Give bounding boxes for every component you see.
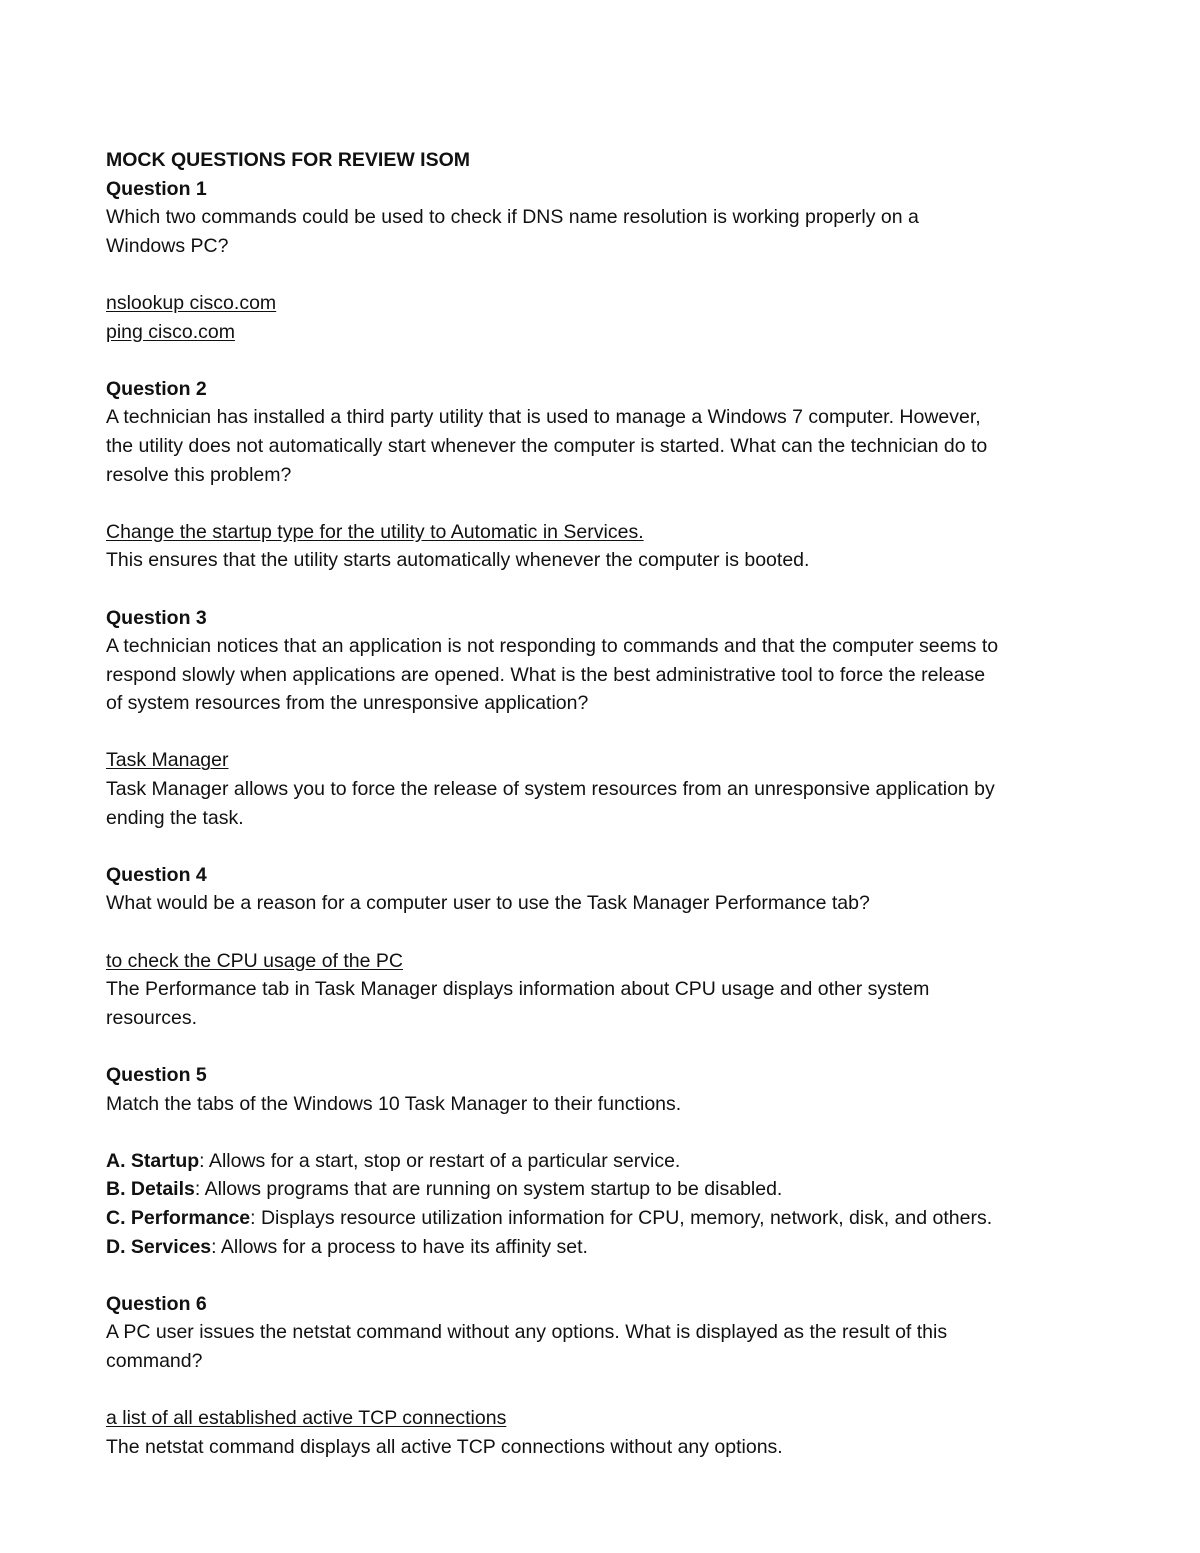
option-key: A. Startup: [106, 1149, 200, 1172]
question-prompt-line: Which two commands could be used to check if DNS name resolution is working properly on a: [106, 206, 919, 229]
match-option: [106, 1233, 1106, 1262]
answer-text: to check the CPU usage of the PC: [106, 949, 403, 972]
explanation-line: ending the task.: [106, 806, 244, 829]
match-option: [106, 1204, 1106, 1233]
option-text: : Allows for a start, stop or restart of a particular service.: [199, 1149, 681, 1172]
answer-line: [106, 746, 1106, 775]
question-block: [106, 1290, 1106, 1462]
question-heading: Question 4: [106, 863, 207, 886]
explanation-line: The netstat command displays all active TCP connections without any options.: [106, 1435, 783, 1458]
answer-line: [106, 518, 1106, 547]
option-key: C. Performance: [106, 1206, 251, 1229]
question-prompt-line: resolve this problem?: [106, 463, 292, 486]
answer-line: [106, 1404, 1106, 1433]
answer-text: ping cisco.com: [106, 320, 235, 343]
option-key: B. Details: [106, 1178, 195, 1201]
question-block: [106, 604, 1106, 861]
question-heading: Question 3: [106, 606, 207, 629]
question-prompt-line: A PC user issues the netstat command without any options. What is displayed as the result of this: [106, 1321, 948, 1344]
document-page: [106, 146, 1106, 1461]
answer-line: [106, 318, 1106, 347]
question-prompt-line: the utility does not automatically start whenever the computer is started. What can the technician do to: [106, 434, 988, 457]
explanation-line: Task Manager allows you to force the release of system resources from an unresponsive application by: [106, 778, 995, 801]
option-text: : Allows programs that are running on system startup to be disabled.: [194, 1178, 783, 1201]
question-prompt-line: A technician has installed a third party utility that is used to manage a Windows 7 computer. However,: [106, 406, 981, 429]
question-heading: Question 1: [106, 177, 207, 200]
question-prompt-line: command?: [106, 1349, 203, 1372]
explanation-line: The Performance tab in Task Manager displays information about CPU usage and other system: [106, 978, 930, 1001]
explanation-line: resources.: [106, 1006, 198, 1029]
answer-text: Task Manager: [106, 749, 229, 772]
question-block: [106, 375, 1106, 604]
question-heading: Question 6: [106, 1292, 207, 1315]
answer-text: a list of all established active TCP connections: [106, 1407, 507, 1430]
question-prompt-line: A technician notices that an application is not responding to commands and that the computer seems to: [106, 635, 999, 658]
question-prompt-line: respond slowly when applications are opened. What is the best administrative tool to force the release: [106, 663, 986, 686]
question-prompt-line: What would be a reason for a computer user to use the Task Manager Performance tab?: [106, 892, 870, 915]
question-heading: Question 5: [106, 1064, 207, 1086]
option-text: : Allows for a process to have its affinity set.: [211, 1235, 588, 1258]
question-heading: Question 2: [106, 377, 207, 400]
question-block: [106, 861, 1106, 1061]
answer-text: nslookup cisco.com: [106, 291, 277, 314]
question-prompt-line: of system resources from the unresponsive application?: [106, 692, 589, 715]
match-option: [106, 1175, 1106, 1204]
match-option: [106, 1147, 1106, 1176]
answer-text: Change the startup type for the utility to Automatic in Services.: [106, 520, 644, 543]
explanation-line: This ensures that the utility starts automatically whenever the computer is booted.: [106, 549, 810, 572]
option-text: : Displays resource utilization information for CPU, memory, network, disk, and others.: [250, 1206, 993, 1229]
answer-line: [106, 947, 1106, 976]
option-key: D. Services: [106, 1235, 212, 1258]
question-block: [106, 1061, 1106, 1290]
question-block: [106, 175, 1106, 375]
answer-line: [106, 289, 1106, 318]
document-title: MOCK QUESTIONS FOR REVIEW ISOM: [106, 149, 471, 171]
question-prompt-line: Match the tabs of the Windows 10 Task Manager to their functions.: [106, 1092, 682, 1115]
question-prompt-line: Windows PC?: [106, 234, 229, 257]
